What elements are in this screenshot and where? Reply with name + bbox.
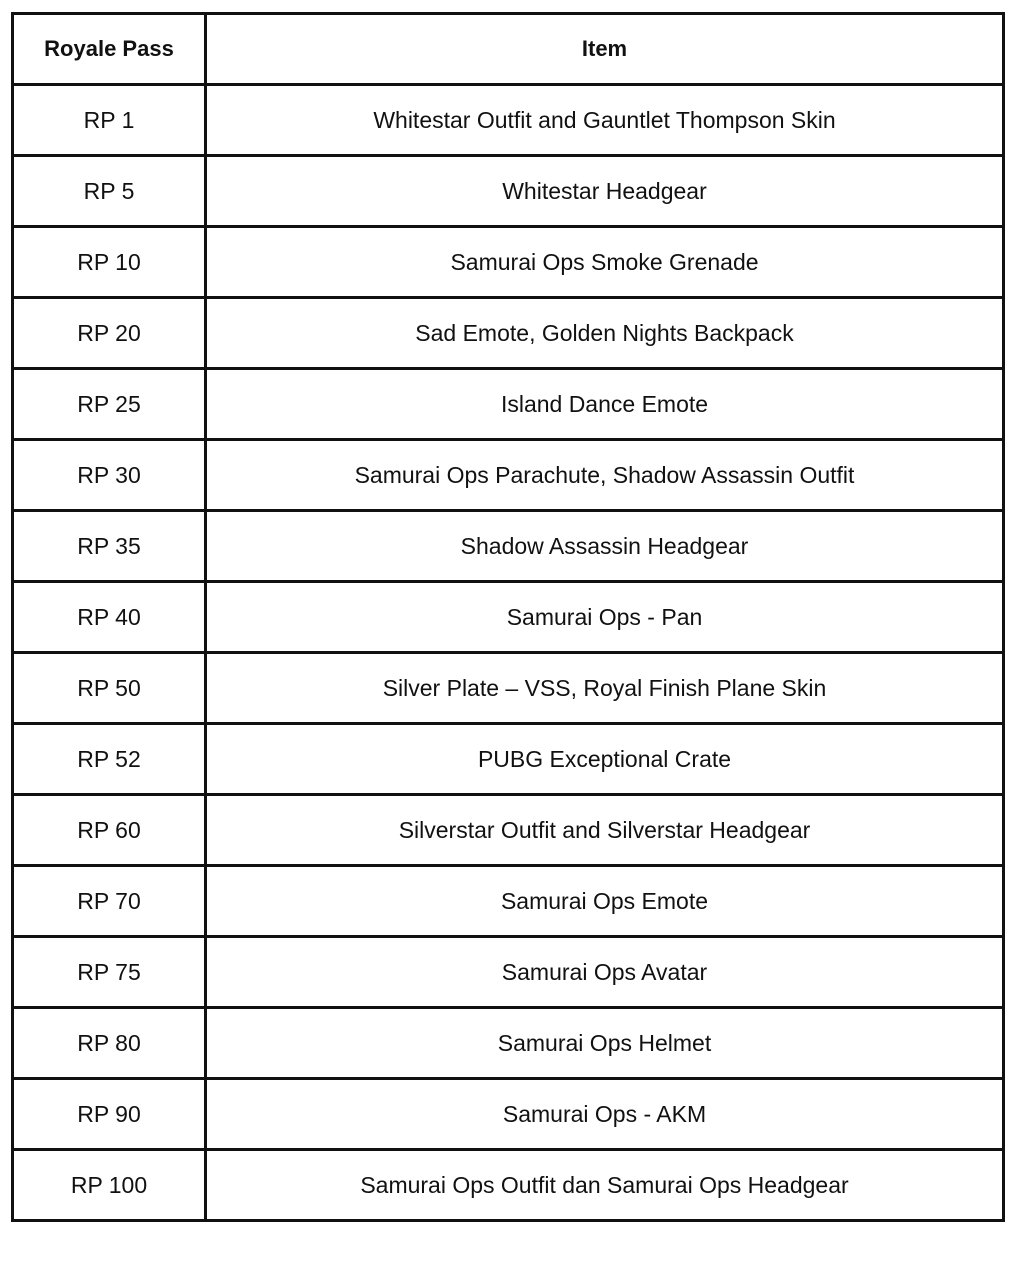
table-row bbox=[13, 85, 1004, 156]
rp-level-cell: RP 1 bbox=[13, 85, 206, 156]
item-cell: Island Dance Emote bbox=[206, 369, 1004, 440]
rp-level-cell: RP 80 bbox=[13, 1008, 206, 1079]
item-cell: Samurai Ops - Pan bbox=[206, 582, 1004, 653]
rp-level-cell: RP 70 bbox=[13, 866, 206, 937]
header-royale-pass: Royale Pass bbox=[13, 14, 206, 85]
rp-level-cell: RP 35 bbox=[13, 511, 206, 582]
table-row bbox=[13, 653, 1004, 724]
rp-level-cell: RP 20 bbox=[13, 298, 206, 369]
header-item: Item bbox=[206, 14, 1004, 85]
royale-pass-table bbox=[11, 12, 1005, 1222]
rp-level-cell: RP 25 bbox=[13, 369, 206, 440]
rp-level-cell: RP 75 bbox=[13, 937, 206, 1008]
item-cell: Samurai Ops Smoke Grenade bbox=[206, 227, 1004, 298]
item-cell: Sad Emote, Golden Nights Backpack bbox=[206, 298, 1004, 369]
header-row bbox=[13, 14, 1004, 85]
table-row bbox=[13, 795, 1004, 866]
item-cell: Shadow Assassin Headgear bbox=[206, 511, 1004, 582]
table-row bbox=[13, 937, 1004, 1008]
table-row bbox=[13, 369, 1004, 440]
item-cell: PUBG Exceptional Crate bbox=[206, 724, 1004, 795]
table-row bbox=[13, 156, 1004, 227]
rp-level-cell: RP 10 bbox=[13, 227, 206, 298]
table-row bbox=[13, 582, 1004, 653]
rp-level-cell: RP 40 bbox=[13, 582, 206, 653]
table-row bbox=[13, 866, 1004, 937]
item-cell: Silverstar Outfit and Silverstar Headgear bbox=[206, 795, 1004, 866]
item-cell: Samurai Ops Helmet bbox=[206, 1008, 1004, 1079]
item-cell: Whitestar Outfit and Gauntlet Thompson Skin bbox=[206, 85, 1004, 156]
rp-level-cell: RP 50 bbox=[13, 653, 206, 724]
table-row bbox=[13, 440, 1004, 511]
table-row bbox=[13, 298, 1004, 369]
table-row bbox=[13, 1008, 1004, 1079]
rp-level-cell: RP 5 bbox=[13, 156, 206, 227]
table-row bbox=[13, 227, 1004, 298]
item-cell: Silver Plate – VSS, Royal Finish Plane Skin bbox=[206, 653, 1004, 724]
rp-level-cell: RP 52 bbox=[13, 724, 206, 795]
rp-level-cell: RP 90 bbox=[13, 1079, 206, 1150]
item-cell: Samurai Ops Outfit dan Samurai Ops Headgear bbox=[206, 1150, 1004, 1221]
item-cell: Whitestar Headgear bbox=[206, 156, 1004, 227]
table-body bbox=[13, 85, 1004, 1221]
item-cell: Samurai Ops Parachute, Shadow Assassin Outfit bbox=[206, 440, 1004, 511]
table-row bbox=[13, 1079, 1004, 1150]
item-cell: Samurai Ops Avatar bbox=[206, 937, 1004, 1008]
table-header bbox=[13, 14, 1004, 85]
rp-level-cell: RP 100 bbox=[13, 1150, 206, 1221]
table-row bbox=[13, 724, 1004, 795]
item-cell: Samurai Ops - AKM bbox=[206, 1079, 1004, 1150]
rp-level-cell: RP 30 bbox=[13, 440, 206, 511]
item-cell: Samurai Ops Emote bbox=[206, 866, 1004, 937]
table-row bbox=[13, 1150, 1004, 1221]
rp-level-cell: RP 60 bbox=[13, 795, 206, 866]
table-row bbox=[13, 511, 1004, 582]
